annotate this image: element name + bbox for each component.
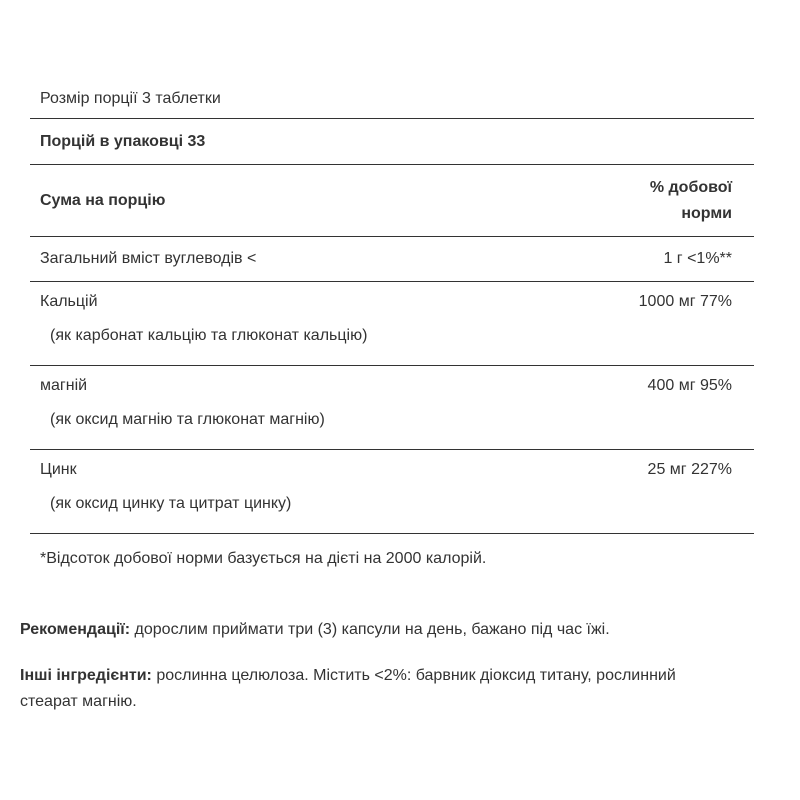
nutrient-name: магній bbox=[40, 377, 88, 394]
carbs-value: 1 г <1%** bbox=[663, 250, 732, 267]
ingredients-text: рослинна целюлоза. Містить <2%: барвник діоксид титану, рослинний стеарат магнію. bbox=[20, 667, 676, 710]
nutrient-source: (як карбонат кальцію та глюконат кальцію) bbox=[50, 327, 368, 344]
nutrient-name: Кальцій bbox=[40, 293, 98, 310]
nutrient-row-magnesium bbox=[30, 366, 754, 450]
daily-value-header bbox=[650, 175, 732, 227]
nutrient-value: 25 мг 227% bbox=[647, 461, 732, 478]
servings-per-container-row bbox=[30, 119, 754, 165]
amount-header-row bbox=[30, 165, 754, 237]
ingredients-label: Інші інгредієнти: bbox=[20, 667, 152, 684]
nutrient-source: (як оксид магнію та глюконат магнію) bbox=[50, 411, 325, 428]
servings-per-container-text: Порцій в упаковці 33 bbox=[40, 132, 206, 150]
nutrient-value: 400 мг 95% bbox=[647, 377, 732, 394]
nutrient-name: Цинк bbox=[40, 461, 77, 478]
recommendations-text: дорослим приймати три (3) капсули на день, бажано під час їжі. bbox=[130, 621, 610, 638]
nutrient-main-line bbox=[40, 366, 732, 406]
serving-size-text: Розмір порції 3 таблетки bbox=[40, 90, 221, 107]
ingredients-paragraph bbox=[20, 663, 720, 715]
recommendations-paragraph bbox=[20, 617, 720, 643]
nutrient-value: 1000 мг 77% bbox=[638, 293, 732, 310]
amount-per-serving-label: Сума на порцію bbox=[40, 191, 166, 209]
nutrient-row-calcium bbox=[30, 282, 754, 366]
carbs-row bbox=[30, 237, 754, 282]
recommendations-label: Рекомендації: bbox=[20, 621, 131, 638]
nutrient-main-line bbox=[40, 450, 732, 490]
carbs-name: Загальний вміст вуглеводів < bbox=[40, 250, 257, 267]
nutrient-row-zinc bbox=[30, 450, 754, 534]
daily-value-header-line2: норми bbox=[681, 204, 732, 222]
supplement-facts-table bbox=[30, 78, 754, 572]
daily-value-footnote: *Відсоток добової норми базується на дієті на 2000 калорій. bbox=[40, 550, 487, 567]
nutrient-main-line bbox=[40, 282, 732, 322]
nutrient-source: (як оксид цинку та цитрат цинку) bbox=[50, 495, 292, 512]
daily-value-header-line1: % добової bbox=[649, 178, 732, 196]
serving-size-row bbox=[30, 78, 754, 119]
